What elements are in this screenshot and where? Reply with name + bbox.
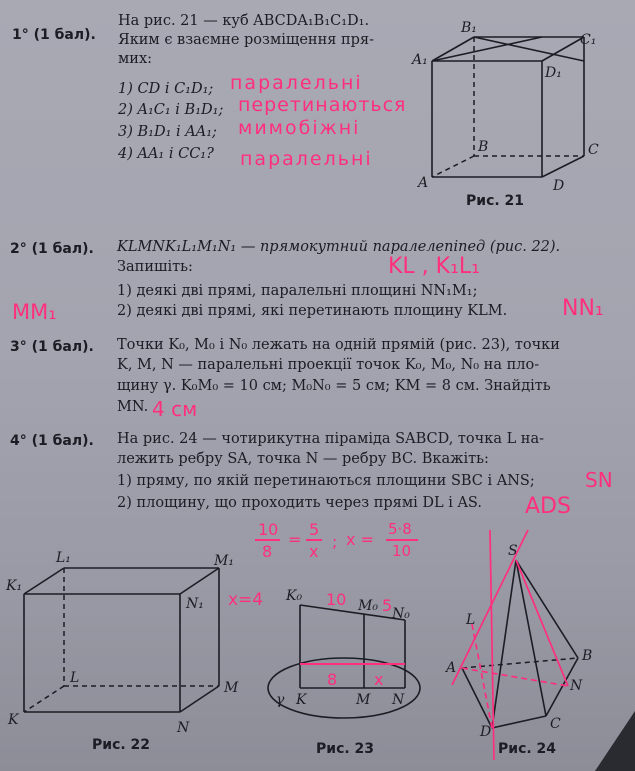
task2-answer2: NN₁ bbox=[562, 296, 604, 321]
fig21-caption: Рис. 21 bbox=[466, 193, 525, 209]
fig22-label-n1: N₁ bbox=[186, 596, 204, 612]
work-eq: = bbox=[288, 530, 302, 549]
task4-answer1: SN bbox=[585, 468, 613, 492]
task2-answer1: KL , K₁L₁ bbox=[388, 254, 480, 279]
task2-line2: Запишіть: bbox=[117, 259, 193, 275]
work-xeq: x = bbox=[346, 530, 374, 549]
task1-item3: 3) B₁D₁ і AA₁; bbox=[118, 124, 217, 140]
task2-number: 2° (1 бал). bbox=[10, 241, 94, 257]
task1-item1: 1) CD і C₁D₁; bbox=[118, 81, 214, 97]
fig23-label-k: K bbox=[296, 692, 307, 708]
fig23-caption: Рис. 23 bbox=[316, 741, 375, 757]
fig24-caption: Рис. 24 bbox=[498, 741, 557, 757]
task4-item1: 1) пряму, по якій перетинаються площини SBC і ANS; bbox=[117, 473, 535, 489]
fig24-label-s: S bbox=[508, 543, 518, 559]
fig21-label-c: C bbox=[588, 142, 599, 158]
fig23-hw-km: 8 bbox=[327, 670, 338, 689]
task3-line3: щину γ. K₀M₀ = 10 см; M₀N₀ = 5 см; KM = 8 см. Знайдіть bbox=[117, 378, 551, 394]
task4-number: 4° (1 бал). bbox=[10, 433, 94, 449]
task2-item2: 2) деякі дві прямі, які перетинають площину KLM. bbox=[117, 303, 508, 319]
task4-line2: лежить ребру SA, точка N — ребру BC. Вкажіть: bbox=[117, 451, 489, 467]
task2-line1: KLMNK₁L₁M₁N₁ — прямокутний паралелепіпед (рис. 22). bbox=[117, 239, 561, 255]
task3-line2: K, M, N — паралельні проекції точок K₀, M₀, N₀ на пло- bbox=[117, 357, 540, 373]
task1-answer3: мимобіжні bbox=[238, 117, 361, 139]
fig21-label-b1: B₁ bbox=[461, 20, 477, 36]
task3-line4: MN. bbox=[117, 399, 149, 415]
task4-answer2: ADS bbox=[525, 494, 571, 519]
fig21-label-b: B bbox=[478, 139, 489, 155]
fig24-label-a: A bbox=[446, 660, 457, 676]
task1-line1: На рис. 21 — куб ABCDA₁B₁C₁D₁. bbox=[118, 13, 370, 29]
task4-line1: На рис. 24 — чотирикутна піраміда SABCD, точка L на- bbox=[117, 431, 545, 447]
task1-line3: мих: bbox=[118, 51, 153, 67]
fig21-label-d1: D₁ bbox=[545, 65, 562, 81]
work-frac2-den: x bbox=[309, 542, 319, 561]
task2-item1: 1) деякі дві прямі, паралельні площині NN₁M₁; bbox=[117, 283, 478, 299]
task3-line1: Точки K₀, M₀ і N₀ лежать на одній прямій (рис. 23), точки bbox=[117, 337, 560, 353]
work-x-equals-4: x=4 bbox=[228, 590, 264, 610]
fig21-label-c1: C₁ bbox=[580, 32, 597, 48]
fig23-hw-m0n0: 5 bbox=[382, 596, 393, 615]
fig23-hw-mn: x bbox=[374, 670, 384, 689]
fig22-label-l: L bbox=[70, 670, 80, 686]
task2-answer-left: MM₁ bbox=[12, 300, 57, 324]
fig24-label-c: C bbox=[550, 716, 561, 732]
fig22-label-n: N bbox=[177, 720, 190, 736]
task1-line2: Яким є взаємне розміщення пря- bbox=[118, 32, 375, 48]
fig24-label-n: N bbox=[570, 678, 583, 694]
fig23-hw-k0m0: 10 bbox=[326, 590, 347, 609]
task3-number: 3° (1 бал). bbox=[10, 339, 94, 355]
fig24-label-d: D bbox=[480, 724, 492, 740]
fig22-caption: Рис. 22 bbox=[92, 737, 151, 753]
fig23-label-n: N bbox=[392, 692, 405, 708]
fig22-label-k: K bbox=[8, 712, 19, 728]
task1-answer2: перетинаються bbox=[238, 94, 407, 116]
task1-item4: 4) AA₁ і CC₁? bbox=[118, 146, 214, 162]
task4-item2: 2) площину, що проходить через прямі DL і AS. bbox=[117, 495, 482, 511]
work-frac2-num: 5 bbox=[309, 520, 320, 539]
fig24-label-l: L bbox=[466, 612, 476, 628]
fig22-label-m: M bbox=[224, 680, 239, 696]
fig22-label-l1: L₁ bbox=[56, 550, 71, 566]
task3-answer: 4 см bbox=[152, 397, 198, 421]
fig21-label-a1: A₁ bbox=[412, 52, 428, 68]
work-sep: ; bbox=[332, 532, 338, 551]
task1-answer1: паралельні bbox=[230, 72, 363, 94]
fig23-label-k0: K₀ bbox=[286, 588, 303, 604]
work-frac3-den: 10 bbox=[392, 542, 412, 560]
task1-item2: 2) A₁C₁ і B₁D₁; bbox=[118, 102, 224, 118]
work-frac1-num: 10 bbox=[258, 520, 279, 539]
fig23-label-gamma: γ bbox=[276, 692, 285, 708]
background-corner bbox=[595, 711, 635, 771]
work-frac1-den: 8 bbox=[262, 542, 273, 561]
task1-answer4: паралельні bbox=[240, 148, 373, 170]
fig21-label-a: A bbox=[418, 175, 429, 191]
task1-number: 1° (1 бал). bbox=[12, 27, 96, 43]
work-frac3-num: 5·8 bbox=[388, 520, 412, 538]
fig23-label-n0: N₀ bbox=[392, 606, 410, 622]
fig24-label-b: B bbox=[582, 648, 593, 664]
fig23-label-m: M bbox=[356, 692, 371, 708]
fig21-label-d: D bbox=[553, 178, 565, 194]
fig22-label-m1: M₁ bbox=[214, 553, 234, 569]
fig22-label-k1: K₁ bbox=[6, 578, 23, 594]
fig23-label-m0: M₀ bbox=[358, 598, 378, 614]
